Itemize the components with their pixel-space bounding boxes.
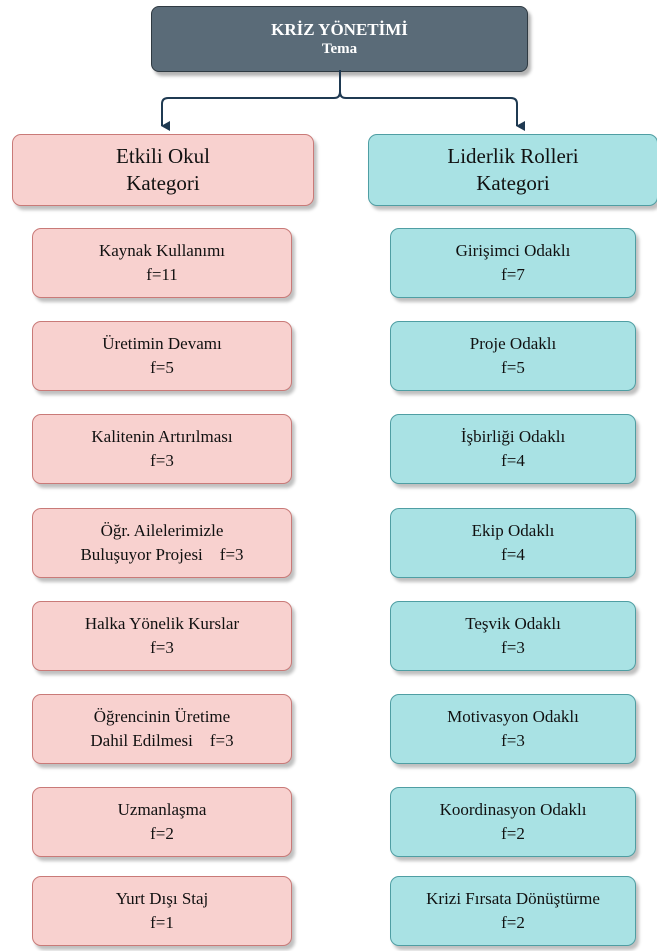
theme-subtitle: Tema — [321, 41, 358, 57]
item-label: Öğrencinin Üretime — [93, 707, 231, 726]
item-frequency: f=5 — [501, 358, 525, 377]
item-frequency: f=3 — [150, 638, 174, 657]
item-label: Motivasyon Odaklı — [447, 707, 579, 726]
left-item — [32, 876, 292, 946]
connector-right — [340, 92, 517, 126]
category-label: Etkili Okul — [116, 144, 210, 168]
left-item — [32, 601, 292, 671]
right-item — [390, 694, 636, 764]
right-item — [390, 414, 636, 484]
item-frequency: f=3 — [150, 451, 174, 470]
item-frequency: Dahil Edilmesi f=3 — [90, 731, 234, 750]
item-label: Uzmanlaşma — [117, 800, 207, 819]
item-frequency: Buluşuyor Projesi f=3 — [80, 545, 244, 564]
left-item — [32, 787, 292, 857]
right-item — [390, 321, 636, 391]
connector-stem — [162, 70, 340, 126]
category-type: Kategori — [126, 171, 200, 195]
item-label: Öğr. Ailelerimizle — [100, 521, 224, 540]
item-label: Yurt Dışı Staj — [115, 889, 209, 908]
category-liderlik-rolleri — [368, 134, 657, 206]
item-label: Kalitenin Artırılması — [91, 427, 233, 446]
item-label: Girişimci Odaklı — [455, 241, 571, 260]
right-item — [390, 876, 636, 946]
item-label: Koordinasyon Odaklı — [439, 800, 587, 819]
item-frequency: f=3 — [501, 731, 525, 750]
right-item — [390, 601, 636, 671]
right-item — [390, 508, 636, 578]
item-frequency: f=2 — [501, 913, 525, 932]
item-frequency: f=2 — [501, 824, 525, 843]
item-label: İşbirliği Odaklı — [460, 427, 566, 446]
item-label: Proje Odaklı — [469, 334, 557, 353]
item-frequency: f=4 — [501, 545, 525, 564]
category-type: Kategori — [476, 171, 550, 195]
item-frequency: f=5 — [150, 358, 174, 377]
category-label: Liderlik Rolleri — [447, 144, 579, 168]
item-label: Üretimin Devamı — [102, 334, 222, 353]
left-item — [32, 228, 292, 298]
item-label: Kaynak Kullanımı — [98, 241, 226, 260]
left-item — [32, 694, 292, 764]
item-frequency: f=7 — [501, 265, 525, 284]
item-label: Halka Yönelik Kurslar — [84, 614, 240, 633]
tree-connector — [0, 0, 657, 140]
item-frequency: f=11 — [146, 265, 178, 284]
item-frequency: f=3 — [501, 638, 525, 657]
item-label: Teşvik Odaklı — [465, 614, 561, 633]
item-frequency: f=2 — [150, 824, 174, 843]
item-label: Ekip Odaklı — [471, 521, 555, 540]
item-frequency: f=1 — [150, 913, 174, 932]
item-frequency: f=4 — [501, 451, 525, 470]
item-label: Krizi Fırsata Dönüştürme — [426, 889, 600, 908]
right-item — [390, 228, 636, 298]
left-item — [32, 321, 292, 391]
category-etkili-okul — [12, 134, 314, 206]
theme-title: KRİZ YÖNETİMİ — [271, 20, 408, 39]
right-item — [390, 787, 636, 857]
left-item — [32, 508, 292, 578]
left-item — [32, 414, 292, 484]
